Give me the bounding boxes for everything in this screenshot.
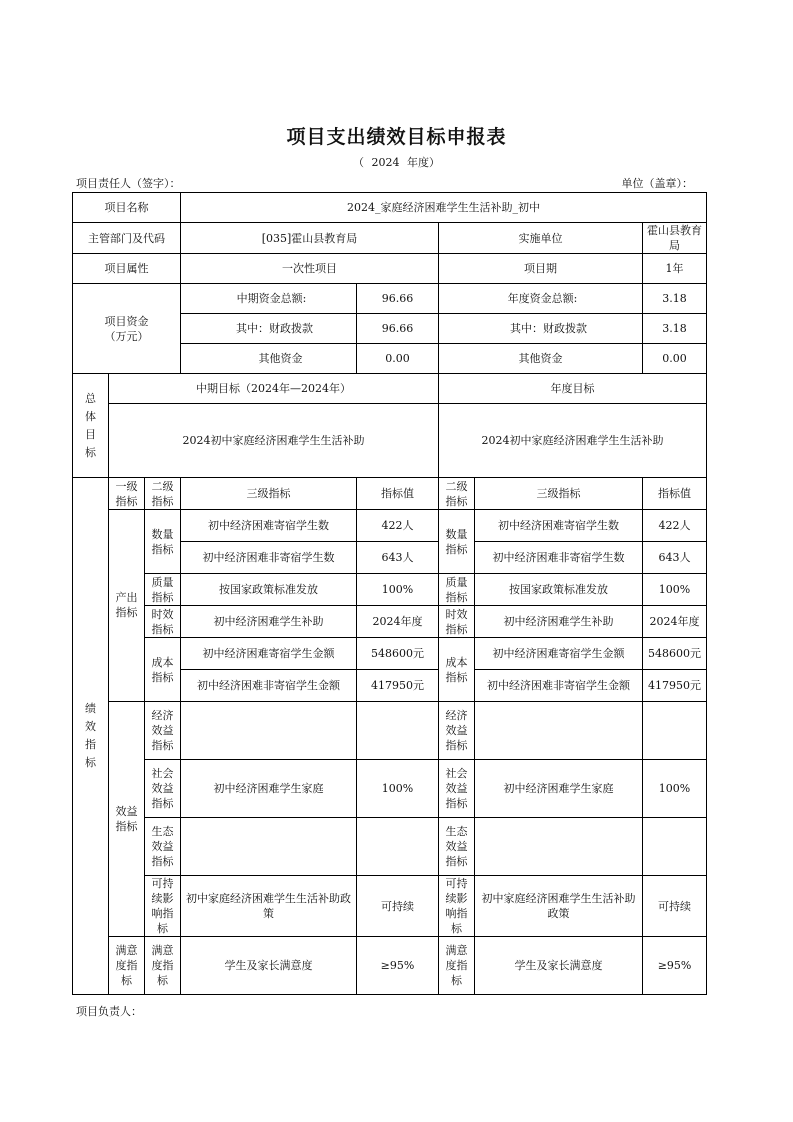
year-other-value: 0.00 bbox=[643, 344, 707, 374]
overall-goals-label bbox=[73, 374, 109, 478]
performance-indicators-label bbox=[73, 478, 109, 995]
project-attribute-value: 一次性项目 bbox=[181, 254, 439, 284]
output-indicator-label bbox=[109, 510, 145, 702]
indicator-row bbox=[73, 510, 707, 542]
indicator-row bbox=[73, 638, 707, 670]
department-label: 主管部门及代码 bbox=[73, 223, 181, 254]
project-name-value: 2024_家庭经济困难学生生活补助_初中 bbox=[181, 193, 707, 223]
time-name: 初中经济困难学生补助 bbox=[181, 606, 357, 638]
quantity-indicator-label bbox=[145, 510, 181, 574]
c1-value-right: 548600元 bbox=[643, 638, 707, 670]
indicator-header-row bbox=[73, 478, 707, 510]
ecological-indicator-label bbox=[145, 818, 181, 876]
satisfaction-name-right: 学生及家长满意度 bbox=[475, 937, 643, 995]
social-name-right: 初中经济困难学生家庭 bbox=[475, 760, 643, 818]
economic-name bbox=[181, 702, 357, 760]
satisfaction-l1-label bbox=[109, 937, 145, 995]
quantity-indicator-label-right-text: 数量指标 bbox=[445, 527, 468, 556]
timeliness-indicator-label bbox=[145, 606, 181, 638]
cost-indicator-label bbox=[145, 638, 181, 702]
project-leader-label: 项目负责人： bbox=[76, 1005, 142, 1018]
year-goal-header: 年度目标 bbox=[439, 374, 707, 404]
c1-name: 初中经济困难寄宿学生金额 bbox=[181, 638, 357, 670]
c2-name: 初中经济困难非寄宿学生金额 bbox=[181, 670, 357, 702]
economic-indicator-label-text: 经济效益指标 bbox=[151, 709, 174, 752]
attribute-row bbox=[73, 254, 707, 284]
level3-header: 三级指标 bbox=[181, 478, 357, 510]
level3-header-right: 三级指标 bbox=[475, 478, 643, 510]
satisfaction-l2-label-text: 满意度指标 bbox=[151, 944, 174, 987]
economic-value-right bbox=[643, 702, 707, 760]
economic-value bbox=[357, 702, 439, 760]
cost-indicator-label-right-text: 成本指标 bbox=[445, 655, 468, 684]
year-fiscal-label: 其中：财政拨款 bbox=[439, 314, 643, 344]
c2-value-right: 417950元 bbox=[643, 670, 707, 702]
project-period-label: 项目期 bbox=[439, 254, 643, 284]
overall-goals-label-text: 总体目标 bbox=[85, 391, 96, 459]
project-name-label: 项目名称 bbox=[73, 193, 181, 223]
level1-header-text: 一级指标 bbox=[115, 479, 138, 508]
q1-name: 初中经济困难寄宿学生数 bbox=[181, 510, 357, 542]
ecological-value-right bbox=[643, 818, 707, 876]
quality-indicator-label-right-text: 质量指标 bbox=[445, 575, 468, 604]
level2-header bbox=[145, 478, 181, 510]
quality-indicator-label-text: 质量指标 bbox=[151, 575, 174, 604]
goals-header-row bbox=[73, 374, 707, 404]
funds-total-row bbox=[73, 284, 707, 314]
satisfaction-name: 学生及家长满意度 bbox=[181, 937, 357, 995]
mid-goal-text: 2024初中家庭经济困难学生生活补助 bbox=[109, 404, 439, 478]
quality-indicator-label bbox=[145, 574, 181, 606]
q2-name-right: 初中经济困难非寄宿学生数 bbox=[475, 542, 643, 574]
department-row bbox=[73, 223, 707, 254]
level2-header-right-text: 二级指标 bbox=[445, 479, 468, 508]
year-goal-text: 2024初中家庭经济困难学生生活补助 bbox=[439, 404, 707, 478]
quality-indicator-label-right bbox=[439, 574, 475, 606]
implementing-unit-label: 实施单位 bbox=[439, 223, 643, 254]
project-name-row bbox=[73, 193, 707, 223]
q1-value: 422人 bbox=[357, 510, 439, 542]
output-indicator-label-text: 产出指标 bbox=[115, 591, 138, 619]
indicator-row bbox=[73, 937, 707, 995]
ecological-indicator-label-right-text: 生态效益指标 bbox=[445, 825, 468, 868]
time-value-right: 2024年度 bbox=[643, 606, 707, 638]
indicator-row bbox=[73, 818, 707, 876]
mid-other-value: 0.00 bbox=[357, 344, 439, 374]
sustain-name: 初中家庭经济困难学生生活补助政策 bbox=[181, 876, 357, 937]
c1-value: 548600元 bbox=[357, 638, 439, 670]
social-indicator-label-text: 社会效益指标 bbox=[151, 767, 174, 810]
cost-indicator-label-text: 成本指标 bbox=[151, 655, 174, 684]
ecological-indicator-label-right bbox=[439, 818, 475, 876]
satisfaction-l1-label-text: 满意度指标 bbox=[115, 944, 138, 987]
sustain-value: 可持续 bbox=[357, 876, 439, 937]
satisfaction-l2-label bbox=[145, 937, 181, 995]
timeliness-indicator-label-right bbox=[439, 606, 475, 638]
satisfaction-l2-label-right-text: 满意度指标 bbox=[445, 944, 468, 987]
q1-name-right: 初中经济困难寄宿学生数 bbox=[475, 510, 643, 542]
social-name: 初中经济困难学生家庭 bbox=[181, 760, 357, 818]
project-funds-label bbox=[73, 284, 181, 374]
social-indicator-label-right-text: 社会效益指标 bbox=[445, 767, 468, 810]
economic-indicator-label-right bbox=[439, 702, 475, 760]
benefit-indicator-label bbox=[109, 702, 145, 937]
mid-goal-header: 中期目标（2024年—2024年） bbox=[109, 374, 439, 404]
department-value: [035]霍山县教育局 bbox=[181, 223, 439, 254]
ecological-value bbox=[357, 818, 439, 876]
economic-indicator-label-right-text: 经济效益指标 bbox=[445, 709, 468, 752]
benefit-indicator-label-text: 效益指标 bbox=[115, 805, 138, 833]
quantity-indicator-label-text: 数量指标 bbox=[151, 527, 174, 556]
indicator-row bbox=[73, 876, 707, 937]
c1-name-right: 初中经济困难寄宿学生金额 bbox=[475, 638, 643, 670]
sustain-value-right: 可持续 bbox=[643, 876, 707, 937]
q2-name: 初中经济困难非寄宿学生数 bbox=[181, 542, 357, 574]
economic-indicator-label bbox=[145, 702, 181, 760]
quantity-indicator-label-right bbox=[439, 510, 475, 574]
q1-value-right: 422人 bbox=[643, 510, 707, 542]
q2-value: 643人 bbox=[357, 542, 439, 574]
satisfaction-value-right: ≥95% bbox=[643, 937, 707, 995]
indicator-row bbox=[73, 760, 707, 818]
sustain-name-right: 初中家庭经济困难学生生活补助政策 bbox=[475, 876, 643, 937]
economic-name-right bbox=[475, 702, 643, 760]
social-value: 100% bbox=[357, 760, 439, 818]
q2-value-right: 643人 bbox=[643, 542, 707, 574]
goals-text-row bbox=[73, 404, 707, 478]
value-header: 指标值 bbox=[357, 478, 439, 510]
indicator-row bbox=[73, 702, 707, 760]
satisfaction-l2-label-right bbox=[439, 937, 475, 995]
quality-value: 100% bbox=[357, 574, 439, 606]
level2-header-text: 二级指标 bbox=[151, 479, 174, 508]
responsible-signature-label: 项目责任人（签字）： bbox=[76, 177, 181, 190]
sustain-indicator-label bbox=[145, 876, 181, 937]
quality-value-right: 100% bbox=[643, 574, 707, 606]
indicator-row bbox=[73, 574, 707, 606]
satisfaction-value: ≥95% bbox=[357, 937, 439, 995]
sustain-indicator-label-text: 可持续影响指标 bbox=[151, 877, 174, 935]
project-funds-label-text: 项目资金（万元） bbox=[104, 314, 149, 343]
performance-indicators-label-text: 绩效指标 bbox=[85, 702, 96, 769]
performance-goal-table bbox=[72, 192, 707, 995]
indicator-row bbox=[73, 606, 707, 638]
time-value: 2024年度 bbox=[357, 606, 439, 638]
ecological-indicator-label-text: 生态效益指标 bbox=[151, 825, 174, 868]
time-name-right: 初中经济困难学生补助 bbox=[475, 606, 643, 638]
year-other-label: 其他资金 bbox=[439, 344, 643, 374]
year-total-label: 年度资金总额: bbox=[439, 284, 643, 314]
year-fiscal-value: 3.18 bbox=[643, 314, 707, 344]
c2-name-right: 初中经济困难非寄宿学生金额 bbox=[475, 670, 643, 702]
sustain-indicator-label-right bbox=[439, 876, 475, 937]
social-value-right: 100% bbox=[643, 760, 707, 818]
mid-fiscal-value: 96.66 bbox=[357, 314, 439, 344]
c2-value: 417950元 bbox=[357, 670, 439, 702]
implementing-unit-value: 霍山县教育局 bbox=[643, 223, 707, 254]
level1-header bbox=[109, 478, 145, 510]
project-period-value: 1年 bbox=[643, 254, 707, 284]
mid-total-value: 96.66 bbox=[357, 284, 439, 314]
quality-name-right: 按国家政策标准发放 bbox=[475, 574, 643, 606]
timeliness-indicator-label-right-text: 时效指标 bbox=[445, 607, 468, 636]
unit-seal-label: 单位（盖章）： bbox=[621, 177, 693, 190]
year-total-value: 3.18 bbox=[643, 284, 707, 314]
cost-indicator-label-right bbox=[439, 638, 475, 702]
timeliness-indicator-label-text: 时效指标 bbox=[151, 607, 174, 636]
social-indicator-label bbox=[145, 760, 181, 818]
mid-total-label: 中期资金总额: bbox=[181, 284, 357, 314]
year-subtitle: （ 2024 年度） bbox=[353, 156, 440, 169]
ecological-name-right bbox=[475, 818, 643, 876]
value-header-right: 指标值 bbox=[643, 478, 707, 510]
quality-name: 按国家政策标准发放 bbox=[181, 574, 357, 606]
ecological-name bbox=[181, 818, 357, 876]
sustain-indicator-label-right-text: 可持续影响指标 bbox=[445, 877, 468, 935]
project-attribute-label: 项目属性 bbox=[73, 254, 181, 284]
mid-fiscal-label: 其中：财政拨款 bbox=[181, 314, 357, 344]
page-title: 项目支出绩效目标申报表 bbox=[286, 126, 507, 148]
mid-other-label: 其他资金 bbox=[181, 344, 357, 374]
level2-header-right bbox=[439, 478, 475, 510]
social-indicator-label-right bbox=[439, 760, 475, 818]
